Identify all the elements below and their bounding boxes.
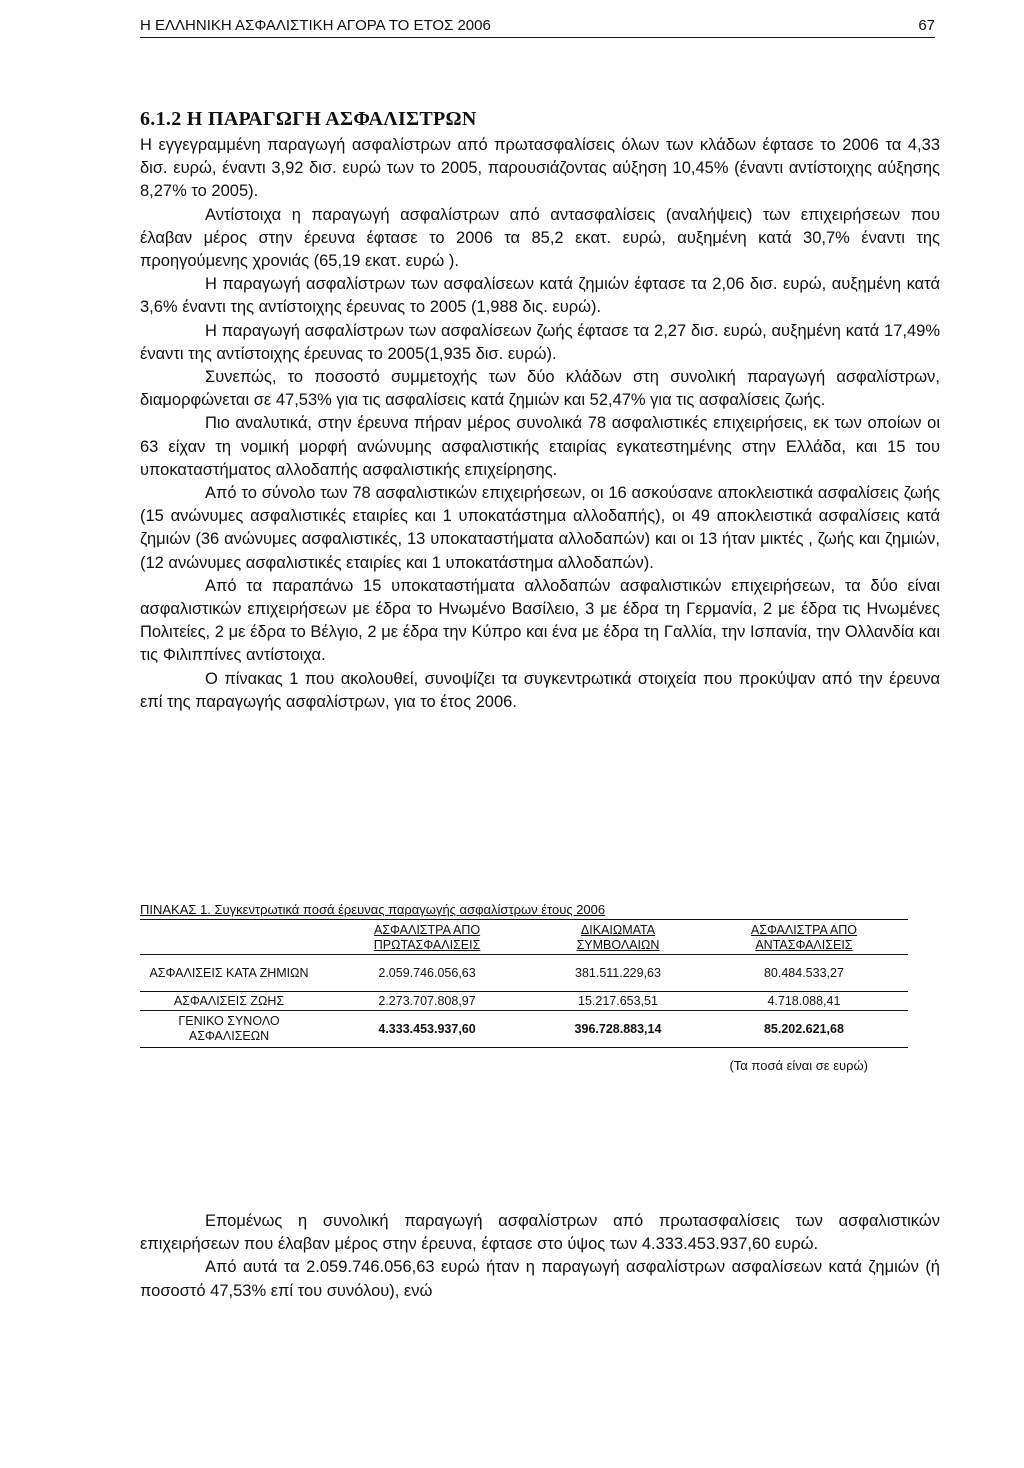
section-heading: 6.1.2 Η ΠΑΡΑΓΩΓΗ ΑΣΦΑΛΙΣΤΡΩΝ [140, 108, 477, 130]
table-cell: 2.059.746.056,63 [378, 965, 476, 980]
summary-table-block [140, 902, 908, 1073]
table-caption: ΠΙΝΑΚΑΣ 1. Συγκεντρωτικά ποσά έρευνας παραγωγής ασφαλίστρων έτους 2006 [140, 902, 908, 920]
paragraph: Από το σύνολο των 78 ασφαλιστικών επιχειρήσεων, οι 16 ασκούσανε αποκλειστικά ασφαλίσεις ζωής (15 ανώνυμες ασφαλιστικές εταιρίες και 1 υποκατάστημα αλλοδαπής), οι 49 αποκλειστικά ασφαλίσεις κατά ζημιών (36 ανώνυμες ασφαλιστικές, 13 υποκαταστήματα αλλοδαπών) και οι 13 ήταν μικτές , ζωής και ζημιών,(12 ανώνυμες ασφαλιστικές εταιρίες και 1 υποκατάστημα αλλοδαπών). [140, 484, 940, 572]
table-cell: 4.333.453.937,60 [378, 1021, 476, 1036]
column-header: ΔΙΚΑΙΩΜΑΤΑ ΣΥΜΒΟΛΑΙΩΝ [536, 922, 700, 955]
column-header: ΑΣΦΑΛΙΣΤΡΑ ΑΠΟ ΠΡΩΤΑΣΦΑΛΙΣΕΙΣ [318, 922, 536, 955]
table-row [140, 955, 908, 992]
paragraph: Πιο αναλυτικά, στην έρευνα πήραν μέρος συνολικά 78 ασφαλιστικές επιχειρήσεις, εκ των οποίων οι 63 είχαν τη νομική μορφή ανώνυμης ασφαλιστικής εταιρίας εγκατεστημένης στην Ελλάδα, και 15 του υποκαταστήματος αλλοδαπής ασφαλιστικής επιχείρησης. [140, 414, 940, 479]
row-label: ΓΕΝΙΚΟ ΣΥΝΟΛΟ ΑΣΦΑΛΙΣΕΩΝ [178, 1014, 280, 1043]
table-cell: 4.718.088,41 [767, 993, 841, 1008]
table-cell: 2.273.707.808,97 [378, 993, 476, 1008]
summary-table [140, 922, 908, 1048]
table-header-row [140, 922, 908, 955]
row-label: ΑΣΦΑΛΙΣΕΙΣ ΖΩΗΣ [173, 993, 285, 1008]
paragraph: Επομένως η συνολική παραγωγή ασφαλίστρων από πρωτασφαλίσεις των ασφαλιστικών επιχειρήσεων που έλαβαν μέρος στην έρευνα, έφτασε στο ύψος των 4.333.453.937,60 ευρώ. [140, 1212, 940, 1254]
table-cell: 80.484.533,27 [763, 965, 844, 980]
table-cell: 15.217.653,51 [578, 993, 658, 1008]
table-corner-cell [140, 922, 318, 955]
paragraph: Αντίστοιχα η παραγωγή ασφαλίστρων από αντασφαλίσεις (αναλήψεις) των επιχειρήσεων που έλαβαν μέρος στην έρευνα έφτασε το 2006 τα 85,2 εκατ. ευρώ, αυξημένη κατά 30,7% έναντι της προηγούμενης χρονιάς (65,19 εκατ. ευρώ ). [140, 205, 940, 271]
paragraph: Από τα παραπάνω 15 υποκαταστήματα αλλοδαπών ασφαλιστικών επιχειρήσεων, τα δύο είναι ασφαλιστικών επιχειρήσεων με έδρα το Ηνωμένο Βασίλειο, 3 με έδρα τη Γερμανία, 2 με έδρα τις Ηνωμένες Πολιτείες, 2 με έδρα το Βέλγιο, 2 με έδρα την Κύπρο και ένα με έδρα τη Γαλλία, την Ισπανία, την Ολλανδία και τις Φιλιππίνες αντίστοιχα. [140, 576, 940, 665]
unit-note: (Τα ποσά είναι σε ευρώ) [729, 1058, 868, 1073]
paragraph: Ο πίνακας 1 που ακολουθεί, συνοψίζει τα συγκεντρωτικά στοιχεία που προκύψαν από την έρευνα επί της παραγωγής ασφαλίστρων, για το έτος 2006. [140, 669, 940, 711]
table-row [140, 992, 908, 1011]
paragraph: Από αυτά τα 2.059.746.056,63 ευρώ ήταν η παραγωγή ασφαλίστρων ασφαλίσεων κατά ζημιών (ή ποσοστό 47,53% επί του συνόλου), ενώ [140, 1258, 940, 1300]
running-header-title: Η ΕΛΛΗΝΙΚΗ ΑΣΦΑΛΙΣΤΙΚΗ ΑΓΟΡΑ ΤΟ ΕΤΟΣ 2006 [140, 17, 491, 34]
body-text [140, 134, 940, 714]
table-cell: 381.511.229,63 [575, 965, 661, 980]
paragraph: Συνεπώς, το ποσοστό συμμετοχής των δύο κλάδων στη συνολική παραγωγή ασφαλίστρων, διαμορφώνεται σε 47,53% για τις ασφαλίσεις κατά ζημιών και 52,47% για τις ασφαλίσεις ζωής. [140, 368, 940, 410]
table-cell: 396.728.883,14 [574, 1021, 662, 1036]
table-row-total [140, 1011, 908, 1048]
column-header: ΑΣΦΑΛΙΣΤΡΑ ΑΠΟ ΑΝΤΑΣΦΑΛΙΣΕΙΣ [700, 922, 908, 955]
table-cell: 85.202.621,68 [763, 1021, 844, 1036]
page-number: 67 [918, 17, 935, 34]
row-label: ΑΣΦΑΛΙΣΕΙΣ ΚΑΤΑ ΖΗΜΙΩΝ [149, 965, 309, 980]
paragraph: Η εγγεγραμμένη παραγωγή ασφαλίστρων από πρωτασφαλίσεις όλων των κλάδων έφτασε το 2006 τα 4,33 δισ. ευρώ, έναντι 3,92 δισ. ευρώ των το 2005, παρουσιάζοντας αύξηση 10,45% (έναντι αντίστοιχης αύξησης 8,27% το 2005). [140, 136, 940, 201]
paragraph: Η παραγωγή ασφαλίστρων των ασφαλίσεων ζωής έφτασε τα 2,27 δισ. ευρώ, αυξημένη κατά 17,49% έναντι της αντίστοιχης έρευνας το 2005(1,935 δισ. ευρώ). [140, 321, 940, 363]
running-header [140, 16, 935, 38]
paragraph: Η παραγωγή ασφαλίστρων των ασφαλίσεων κατά ζημιών έφτασε τα 2,06 δισ. ευρώ, αυξημένη κατά 3,6% έναντι της αντίστοιχης έρευνας το 2005 (1,988 δις. ευρώ). [140, 275, 940, 317]
body-text-continued [140, 1210, 940, 1303]
